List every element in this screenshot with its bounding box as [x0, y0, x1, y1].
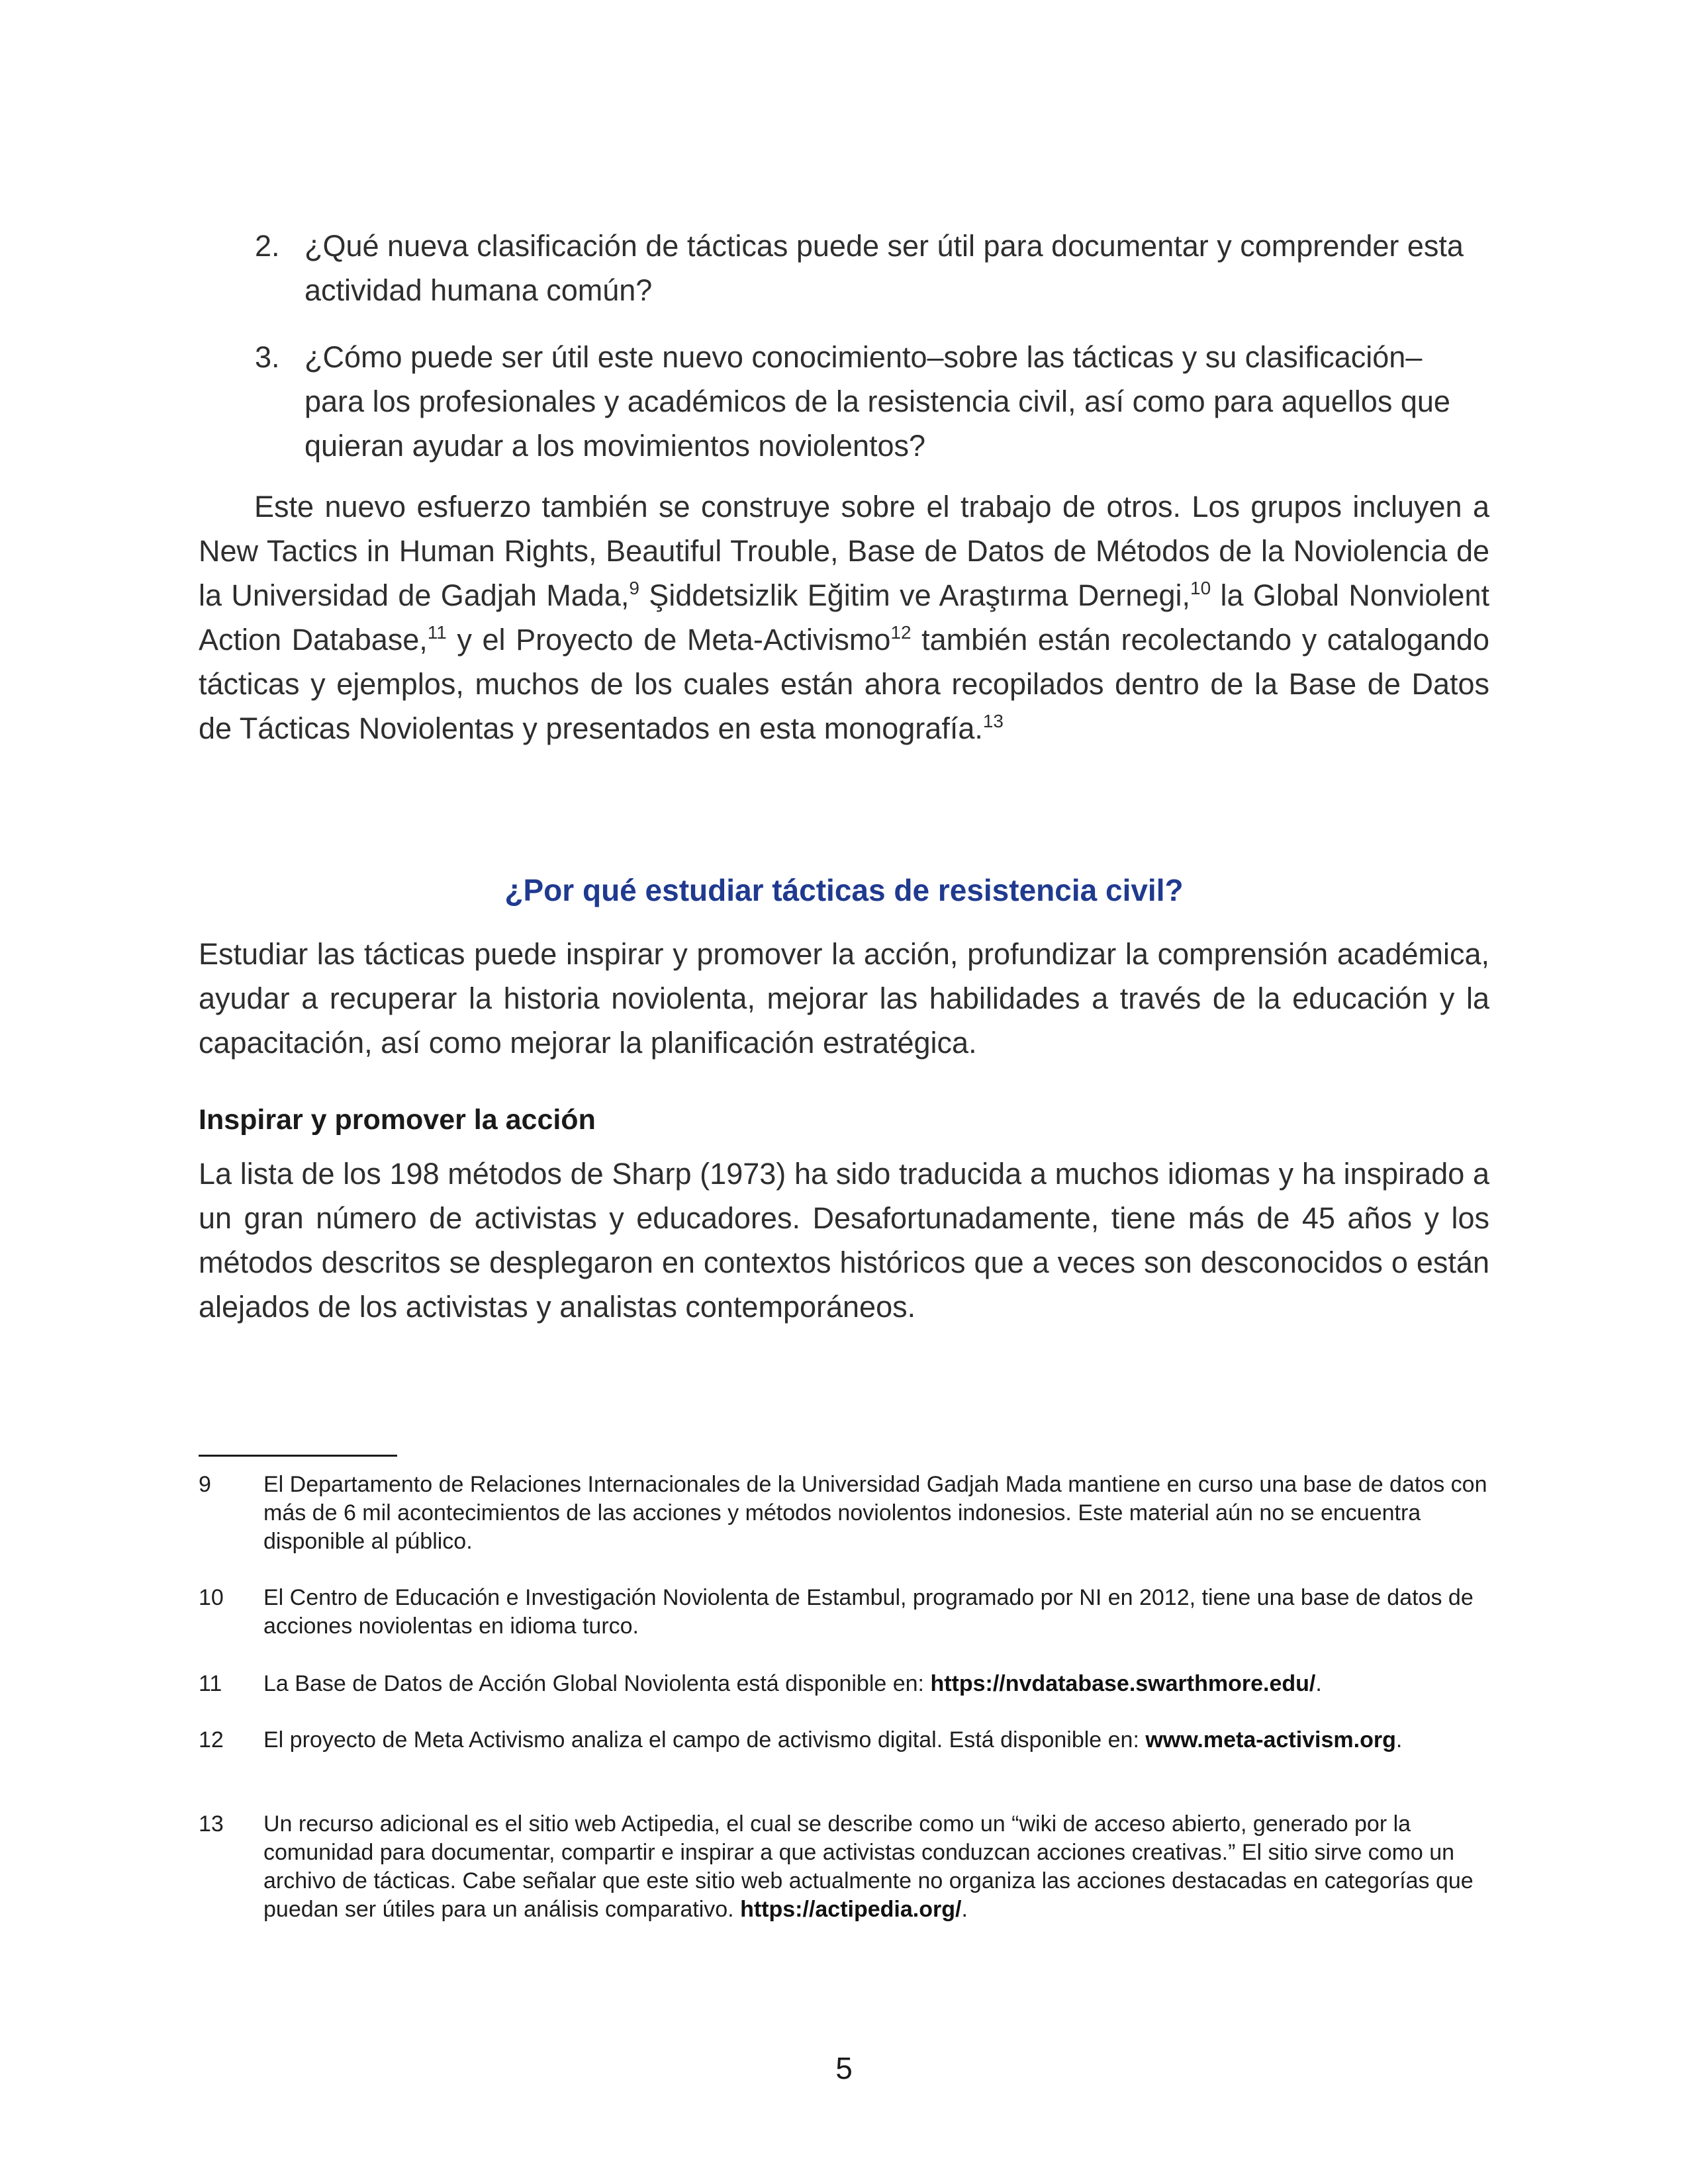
footnote-text: El Departamento de Relaciones Internacionales de la Universidad Gadjah Mada mantiene en curso una base de datos con más de 6 mil acontecimientos de las acciones y métodos noviolentos indonesios. Este material aún no se encuentra disponible al público. — [263, 1472, 1487, 1554]
page-number: 5 — [835, 2051, 853, 2085]
footnote-number: 10 — [199, 1585, 224, 1610]
footnote-number: 13 — [199, 1811, 224, 1837]
footnote-ref-13[interactable]: 13 — [982, 711, 1004, 731]
footnote-13 — [199, 1810, 1489, 1924]
footnote-9 — [199, 1471, 1489, 1556]
subheading: Inspirar y promover la acción — [199, 1104, 596, 1136]
footnote-divider — [199, 1455, 397, 1457]
section-heading: ¿Por qué estudiar tácticas de resistencia civil? — [504, 873, 1184, 907]
footnote-ref-10[interactable]: 10 — [1190, 578, 1211, 598]
footnote-ref-11[interactable]: 11 — [427, 622, 447, 643]
footnote-number: 11 — [199, 1671, 222, 1696]
footnote-text: Un recurso adicional es el sitio web Actipedia, el cual se describe como un “wiki de acceso abierto, generado por la comunidad para documentar, compartir e inspirar a que activistas conduzcan acciones creativas.” El sitio sirve como un archivo de tácticas. Cabe señalar que este sitio web actualmente no organiza las acciones destacadas en categorías que puedan ser útiles para un análisis comparativo. — [263, 1811, 1474, 1922]
footnote-text: La Base de Datos de Acción Global Noviolenta está disponible en: — [263, 1671, 931, 1696]
list-item-question-2 — [199, 224, 1489, 312]
footnote-text-end: . — [1395, 1727, 1403, 1752]
intro-text-1: Este nuevo esfuerzo también se construye sobre el trabajo de otros. Los grupos incluyen a New Tactics in Human Rights, Beautiful Trouble, Base de Datos de Métodos de la Noviolencia de la Universidad de Gadjah Mada, — [199, 490, 1489, 612]
intro-text-5: también están recolectando y catalogando tácticas y ejemplos, muchos de los cuales están ahora recopilados dentro de la Base de Datos de Tácticas Noviolentas y presentados en esta monografía. — [199, 623, 1489, 745]
footnote-12 — [199, 1726, 1489, 1754]
footnote-ref-9[interactable]: 9 — [629, 578, 639, 598]
intro-paragraph — [199, 484, 1489, 751]
footnote-text-end: . — [961, 1897, 968, 1922]
footnote-number: 9 — [199, 1472, 211, 1497]
list-number: 3. — [255, 340, 280, 374]
list-number: 2. — [255, 229, 280, 263]
footnote-link[interactable]: https://actipedia.org/ — [740, 1897, 962, 1922]
sub-paragraph: La lista de los 198 métodos de Sharp (1973) ha sido traducida a muchos idiomas y ha inspirado a un gran número de activistas y educadores. Desafortunadamente, tiene más de 45 años y los métodos descritos se desplegaron en contextos históricos que a veces son desconocidos o están alejados de los activistas y analistas contemporáneos. — [199, 1157, 1489, 1324]
footnote-ref-12[interactable]: 12 — [890, 622, 912, 643]
footnote-text-end: . — [1315, 1671, 1322, 1696]
footnote-link[interactable]: www.meta-activism.org — [1145, 1727, 1396, 1752]
footnote-number: 12 — [199, 1727, 224, 1752]
footnote-text: El Centro de Educación e Investigación Noviolenta de Estambul, programado por NI en 2012, tiene una base de datos de acciones noviolentas en idioma turco. — [263, 1585, 1474, 1639]
footnote-10 — [199, 1584, 1489, 1641]
section-paragraph: Estudiar las tácticas puede inspirar y promover la acción, profundizar la comprensión académica, ayudar a recuperar la historia noviolenta, mejorar las habilidades a través de la educación y la capacitación, así como mejorar la planificación estratégica. — [199, 937, 1489, 1060]
list-item-text: ¿Cómo puede ser útil este nuevo conocimiento–sobre las tácticas y su clasificación– para los profesionales y académicos de la resistencia civil, así como para aquellos que quieran ayudar a los movimientos noviolentos? — [305, 340, 1450, 463]
list-item-question-3 — [199, 335, 1489, 468]
footnote-text: El proyecto de Meta Activismo analiza el campo de activismo digital. Está disponible en: — [263, 1727, 1146, 1752]
intro-text-2: Şiddetsizlik Eğitim ve Araştırma Dernegi, — [639, 578, 1190, 612]
footnote-11 — [199, 1670, 1489, 1698]
intro-text-4: y el Proyecto de Meta-Activismo — [446, 623, 891, 657]
intro-text-3: la Global Nonviolent Action Database, — [199, 578, 1489, 657]
footnote-link[interactable]: https://nvdatabase.swarthmore.edu/ — [930, 1671, 1316, 1696]
list-item-text: ¿Qué nueva clasificación de tácticas puede ser útil para documentar y comprender esta actividad humana común? — [305, 229, 1464, 307]
